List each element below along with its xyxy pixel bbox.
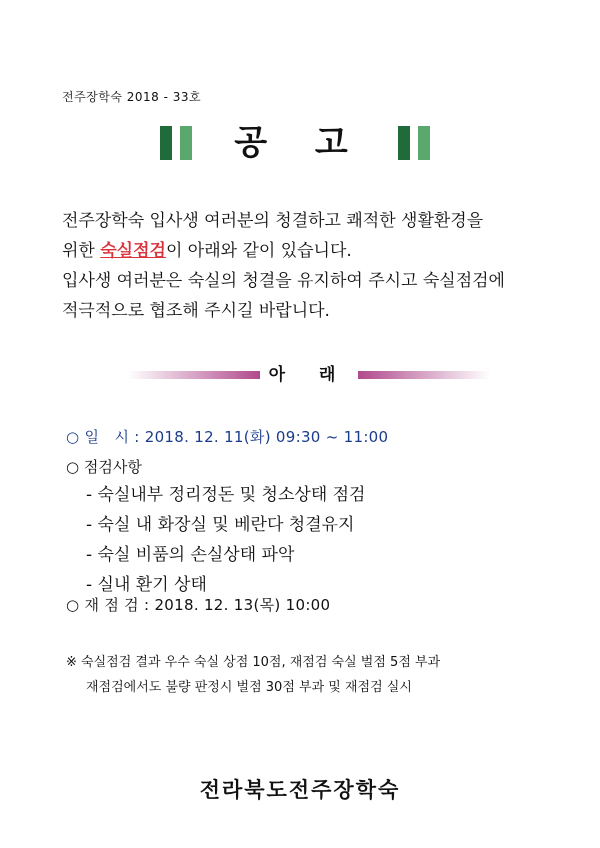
intro-text: 위한 bbox=[62, 241, 101, 261]
intro-line bbox=[62, 236, 562, 266]
intro-paragraph bbox=[62, 206, 562, 326]
checklist-item: - 숙실 비품의 손실상태 파악 bbox=[86, 545, 295, 565]
recheck-line: ○ 재 점 검 : 2018. 12. 13(목) 10:00 bbox=[66, 596, 331, 614]
checklist-item: - 실내 환기 상태 bbox=[86, 575, 207, 595]
title-bar-decoration bbox=[418, 126, 430, 160]
intro-text: 이 아래와 같이 있습니다. bbox=[165, 241, 352, 261]
note-line: 재점검에서도 불량 판정시 벌점 30점 부과 및 재점검 실시 bbox=[86, 680, 412, 695]
title-row bbox=[0, 122, 600, 162]
intro-line: 입사생 여러분은 숙실의 청결을 유지하여 주시고 숙실점검에 bbox=[62, 271, 505, 291]
heading-gradient-right bbox=[358, 371, 490, 379]
section-heading-row bbox=[128, 362, 490, 388]
intro-line: 적극적으로 협조해 주시길 바랍니다. bbox=[62, 301, 330, 321]
intro-line: 전주장학숙 입사생 여러분의 청결하고 쾌적한 생활환경을 bbox=[62, 211, 484, 231]
issuer-name: 전라북도전주장학숙 bbox=[199, 778, 401, 802]
heading-gradient-left bbox=[128, 371, 260, 379]
note bbox=[66, 650, 440, 700]
schedule-line: ○ 일 시 : 2018. 12. 11(화) 09:30 ~ 11:00 bbox=[66, 428, 389, 446]
page-title: 공 고 bbox=[234, 123, 366, 163]
checklist bbox=[86, 480, 365, 600]
title-bar-decoration bbox=[398, 126, 410, 160]
highlight-inspection: 숙실점검 bbox=[100, 241, 166, 261]
document-number: 전주장학숙 2018 - 33호 bbox=[62, 90, 202, 104]
section-heading: 아 래 bbox=[268, 365, 350, 385]
checklist-item: - 숙실내부 정리정돈 및 청소상태 점검 bbox=[86, 485, 366, 505]
checklist-item: - 숙실 내 화장실 및 베란다 청결유지 bbox=[86, 515, 355, 535]
checklist-heading: ○ 점검사항 bbox=[66, 458, 142, 476]
note-line: ※ 숙실점검 결과 우수 숙실 상점 10점, 재점검 숙실 벌점 5점 부과 bbox=[66, 655, 441, 670]
